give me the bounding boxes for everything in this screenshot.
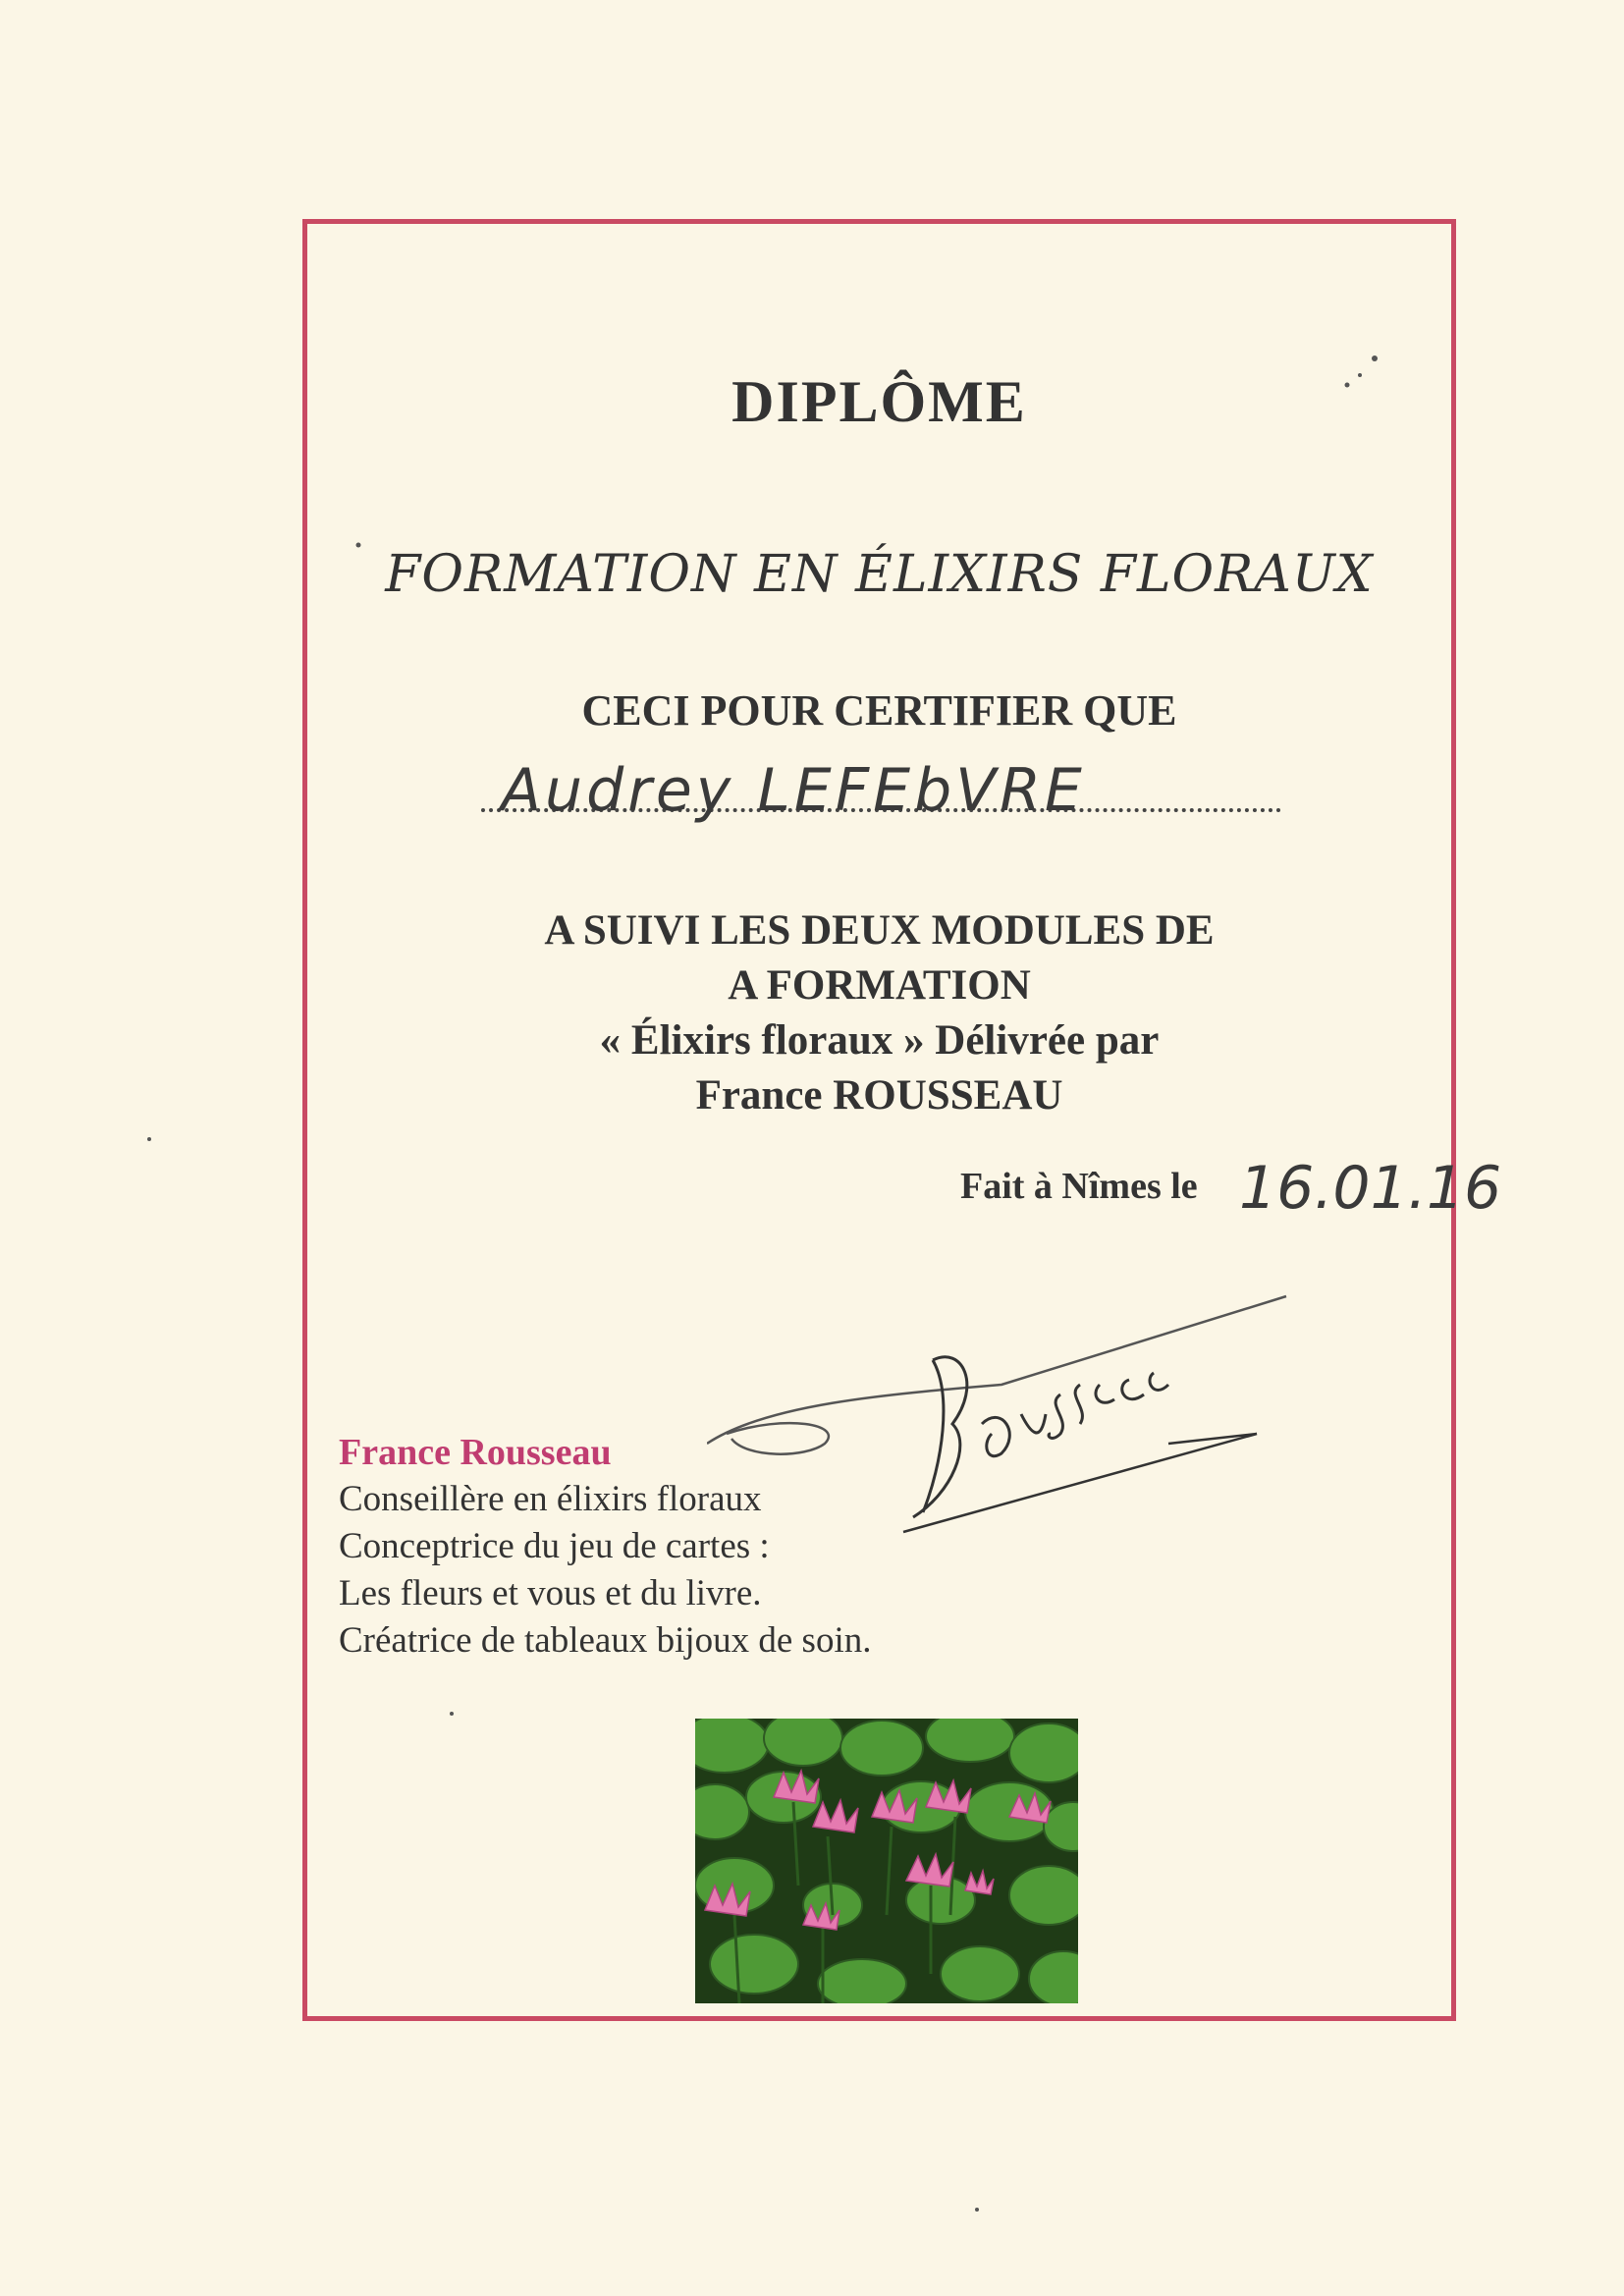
trainer-name: France ROUSSEAU	[695, 1072, 1063, 1119]
modules-statement	[302, 903, 1456, 958]
certify-heading: CECI POUR CERTIFIER QUE	[581, 686, 1177, 735]
modules-line-1: A SUIVI LES DEUX MODULES DE	[544, 907, 1215, 954]
diploma-title: DIPLÔME	[731, 369, 1027, 434]
recipient-name: Audrey LEFEbVRE	[501, 756, 1086, 825]
author-role-3: Les fleurs et vous et du livre.	[339, 1573, 762, 1613]
date-handwritten: 16.01.16	[1239, 1154, 1502, 1223]
modules-line-2: A FORMATION	[728, 962, 1031, 1009]
author-name: France Rousseau	[339, 1432, 612, 1473]
author-role-4: Créatrice de tableaux bijoux de soin.	[339, 1620, 872, 1661]
author-block	[339, 1429, 871, 1665]
training-name: « Élixirs floraux »	[599, 1017, 925, 1064]
modules-statement-2	[302, 958, 1456, 1013]
author-role-1: Conseillère en élixirs floraux	[339, 1479, 762, 1519]
place-label: Fait à Nîmes le	[960, 1166, 1198, 1207]
training-line	[302, 1013, 1456, 1068]
water-lilies-icon	[695, 1719, 1078, 2003]
author-role-2: Conceptrice du jeu de cartes :	[339, 1526, 770, 1566]
diploma-subtitle: FORMATION EN ÉLIXIRS FLORAUX	[385, 545, 1374, 604]
training-statement	[302, 1013, 1456, 1123]
delivered-by: Délivrée par	[924, 1017, 1160, 1064]
